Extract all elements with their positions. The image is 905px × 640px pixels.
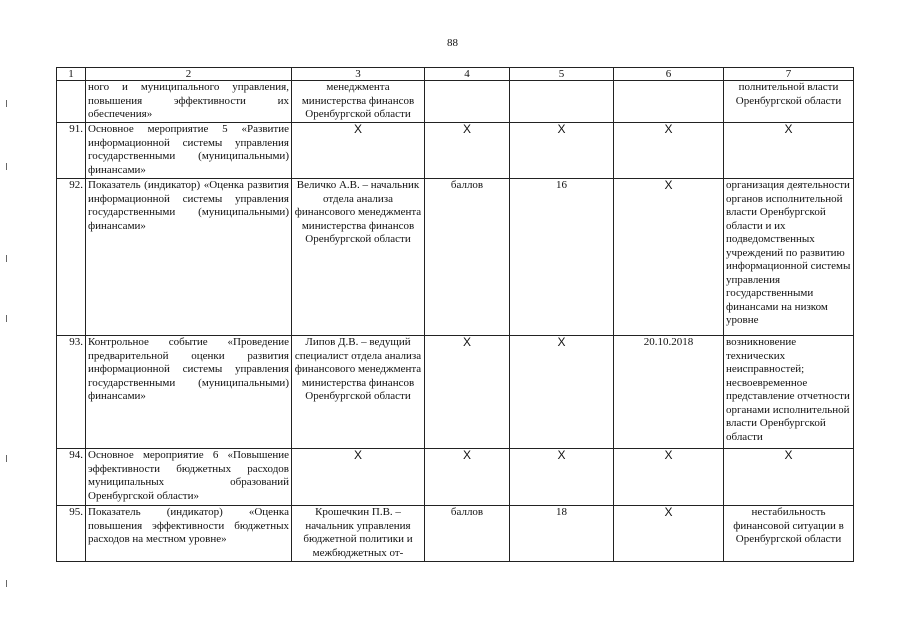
value-cell: 18 xyxy=(510,506,614,562)
responsible-person: Крошечкин П.В. – начальник управления бюджетной политики и межбюджетных от- xyxy=(292,506,425,562)
implementation-plan-table xyxy=(56,67,854,562)
unit-cell: баллов xyxy=(425,179,510,336)
column-number-row xyxy=(57,68,854,81)
date-cell: X xyxy=(614,449,724,506)
risk-cell: нестабильность финансовой ситуации в Оренбургской области xyxy=(724,506,854,562)
margin-mark xyxy=(6,315,7,322)
margin-mark xyxy=(6,163,7,170)
date-cell: 20.10.2018 xyxy=(614,336,724,449)
table-row xyxy=(57,506,854,562)
risk-cell: возникновение технических неисправностей; несвоевременное представление отчетности органами исполнительной власти Оренбургской области xyxy=(724,336,854,449)
table-row xyxy=(57,336,854,449)
table-row xyxy=(57,123,854,179)
risk-cell: X xyxy=(724,123,854,179)
item-name: Контрольное событие «Проведение предварительной оценки развития информационной системы управления государственными (муниципальными) финансами» xyxy=(86,336,292,449)
item-name: Показатель (индикатор) «Оценка развития информационной системы управления государственными (муниципальными) финансами» xyxy=(86,179,292,336)
responsible-person: X xyxy=(292,449,425,506)
margin-mark xyxy=(6,255,7,262)
column-number: 5 xyxy=(510,68,614,81)
value-cell: X xyxy=(510,449,614,506)
column-number: 3 xyxy=(292,68,425,81)
column-number: 6 xyxy=(614,68,724,81)
date-cell: X xyxy=(614,506,724,562)
date-cell: X xyxy=(614,123,724,179)
column-number: 7 xyxy=(724,68,854,81)
row-number: 91. xyxy=(57,123,86,179)
value-cell: X xyxy=(510,123,614,179)
unit-cell: X xyxy=(425,123,510,179)
margin-mark xyxy=(6,455,7,462)
unit-cell: X xyxy=(425,336,510,449)
risk-cell: организация деятельности органов исполнительной власти Оренбургской области и их подведомственных учреждений по развитию информационной системы управления государственными финансами на низком уровне xyxy=(724,179,854,336)
unit-cell xyxy=(425,81,510,123)
date-cell: X xyxy=(614,179,724,336)
date-cell xyxy=(614,81,724,123)
responsible-person: X xyxy=(292,123,425,179)
unit-cell: баллов xyxy=(425,506,510,562)
table-row xyxy=(57,449,854,506)
item-name: Основное мероприятие 5 «Развитие информационной системы управления государственными (муниципальными) финансами» xyxy=(86,123,292,179)
row-number xyxy=(57,81,86,123)
responsible-person: менеджмента министерства финансов Оренбургской области xyxy=(292,81,425,123)
margin-mark xyxy=(6,580,7,587)
row-number: 92. xyxy=(57,179,86,336)
column-number: 2 xyxy=(86,68,292,81)
page-number: 88 xyxy=(447,37,458,49)
value-cell xyxy=(510,81,614,123)
row-number: 94. xyxy=(57,449,86,506)
item-name: Основное мероприятие 6 «Повышение эффективности бюджетных расходов муниципальных образований Оренбургской области» xyxy=(86,449,292,506)
table-row xyxy=(57,179,854,336)
item-name: ного и муниципального управления, повышения эффективности их обеспечения» xyxy=(86,81,292,123)
responsible-person: Величко А.В. – начальник отдела анализа финансового менеджмента министерства финансов Оренбургской области xyxy=(292,179,425,336)
margin-mark xyxy=(6,100,7,107)
unit-cell: X xyxy=(425,449,510,506)
table-row xyxy=(57,81,854,123)
risk-cell: полнительной власти Оренбургской области xyxy=(724,81,854,123)
risk-cell: X xyxy=(724,449,854,506)
value-cell: 16 xyxy=(510,179,614,336)
responsible-person: Липов Д.В. – ведущий специалист отдела анализа финансового менеджмента министерства финансов Оренбургской области xyxy=(292,336,425,449)
column-number: 1 xyxy=(57,68,86,81)
item-name: Показатель (индикатор) «Оценка повышения эффективности бюджетных расходов на местном уровне» xyxy=(86,506,292,562)
value-cell: X xyxy=(510,336,614,449)
row-number: 93. xyxy=(57,336,86,449)
row-number: 95. xyxy=(57,506,86,562)
column-number: 4 xyxy=(425,68,510,81)
